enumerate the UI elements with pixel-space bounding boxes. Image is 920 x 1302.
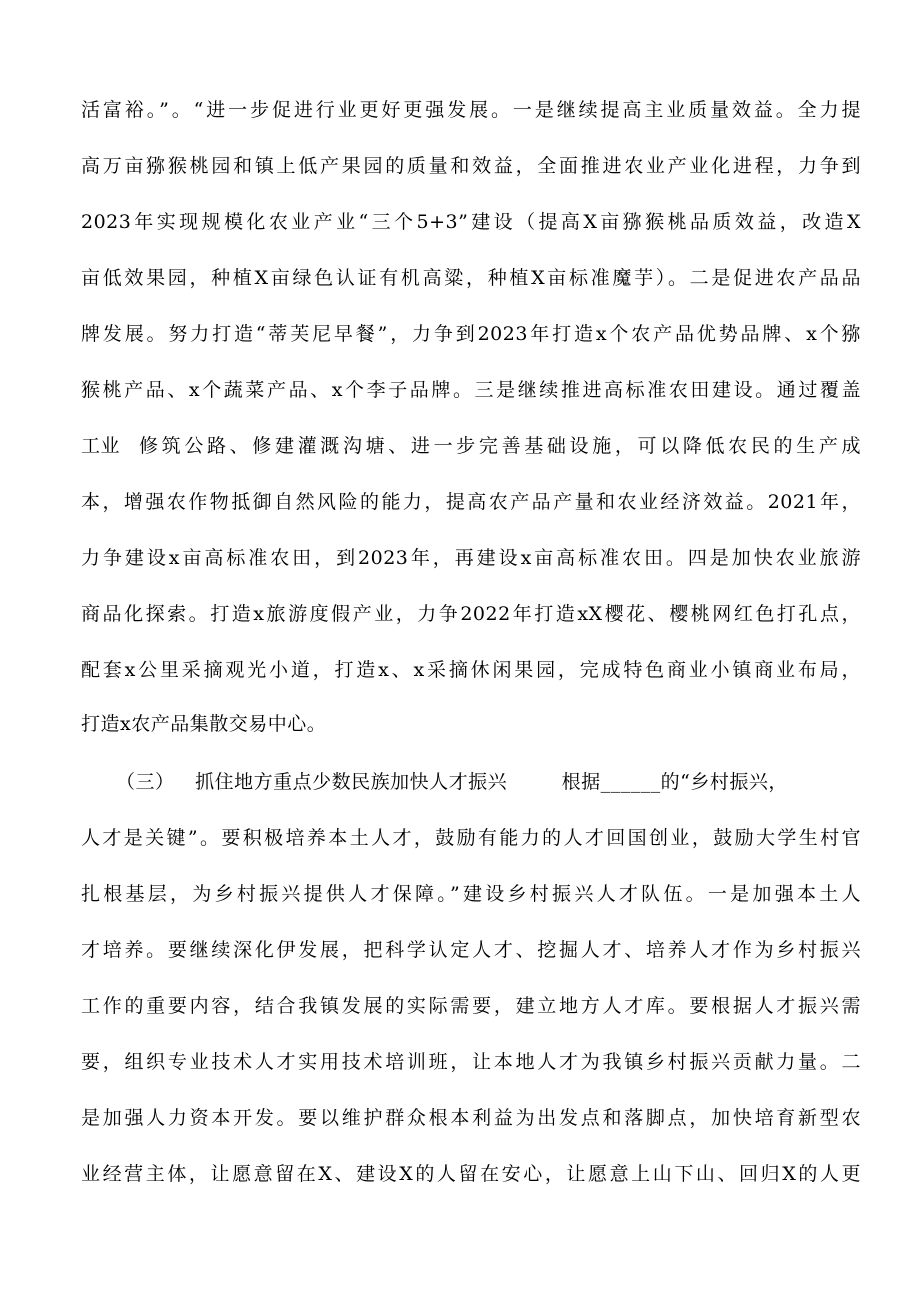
text-line-8: 本，增强农作物抵御自然风险的能力，提高农产品产量和农业经济效益。2021年， bbox=[81, 491, 861, 513]
split-line-left: 工业 bbox=[81, 435, 121, 457]
text-line-6: 猴桃产品、x个蔬菜产品、x个李子品牌。三是继续推进高标准农田建设。通过覆盖 bbox=[81, 379, 861, 401]
section-blank: ______ bbox=[600, 771, 661, 793]
text-line-3: 2023年实现规模化农业产业“三个5+3”建设（提高X亩猕猴桃品质效益，改造X bbox=[81, 211, 861, 233]
text-line-2: 高万亩猕猴桃园和镇上低产果园的质量和效益，全面推进农业产业化进程，力争到 bbox=[81, 155, 861, 177]
section-lead: 根据 bbox=[561, 771, 601, 793]
text-line-10: 商品化探索。打造x旅游度假产业，力争2022年打造xX樱花、樱桃网红色打孔点， bbox=[81, 603, 861, 625]
text-line-16: 工作的重要内容，结合我镇发展的实际需要，建立地方人才库。要根据人才振兴需 bbox=[81, 995, 861, 1017]
section-heading-line bbox=[116, 762, 861, 802]
split-line-right: 修筑公路、修建灌溉沟塘、进一步完善基础设施，可以降低农民的生产成 bbox=[139, 435, 861, 457]
text-line-15: 才培养。要继续深化伊发展，把科学认定人才、挖掘人才、培养人才作为乡村振兴 bbox=[81, 939, 861, 961]
text-line-18: 是加强人力资本开发。要以维护群众根本利益为出发点和落脚点，加快培育新型农 bbox=[81, 1107, 861, 1129]
section-quote: 的“乡村振兴， bbox=[660, 771, 788, 793]
text-line-17: 要，组织专业技术人才实用技术培训班，让本地人才为我镇乡村振兴贡献力量。二 bbox=[81, 1051, 861, 1073]
text-line-12: 打造x农产品集散交易中心。 bbox=[81, 713, 327, 735]
text-line-9: 力争建设x亩高标准农田，到2023年，再建设x亩高标准农田。四是加快农业旅游 bbox=[81, 547, 861, 569]
section-title: 抓住地方重点少数民族加快人才振兴 bbox=[195, 771, 508, 793]
text-line-14: 扎根基层，为乡村振兴提供人才保障。”建设乡村振兴人才队伍。一是加强本土人 bbox=[81, 883, 861, 905]
text-line-1: 活富裕。”。“进一步促进行业更好更强发展。一是继续提高主业质量效益。全力提 bbox=[81, 99, 861, 121]
text-line-4: 亩低效果园，种植X亩绿色认证有机高粱，种植X亩标准魔芋）。二是促进农产品品 bbox=[81, 267, 861, 289]
text-line-13: 人才是关键”。要积极培养本土人才，鼓励有能力的人才回国创业，鼓励大学生村官 bbox=[81, 827, 861, 849]
section-number: （三） bbox=[116, 771, 175, 793]
text-line-11: 配套x公里采摘观光小道，打造x、x采摘休闲果园，完成特色商业小镇商业布局， bbox=[81, 659, 861, 681]
text-line-5: 牌发展。努力打造“蒂芙尼早餐”，力争到2023年打造x个农产品优势品牌、x个猕 bbox=[81, 323, 861, 345]
text-line-7 bbox=[81, 426, 861, 466]
text-line-19: 业经营主体，让愿意留在X、建设X的人留在安心，让愿意上山下山、回归X的人更 bbox=[81, 1163, 861, 1185]
